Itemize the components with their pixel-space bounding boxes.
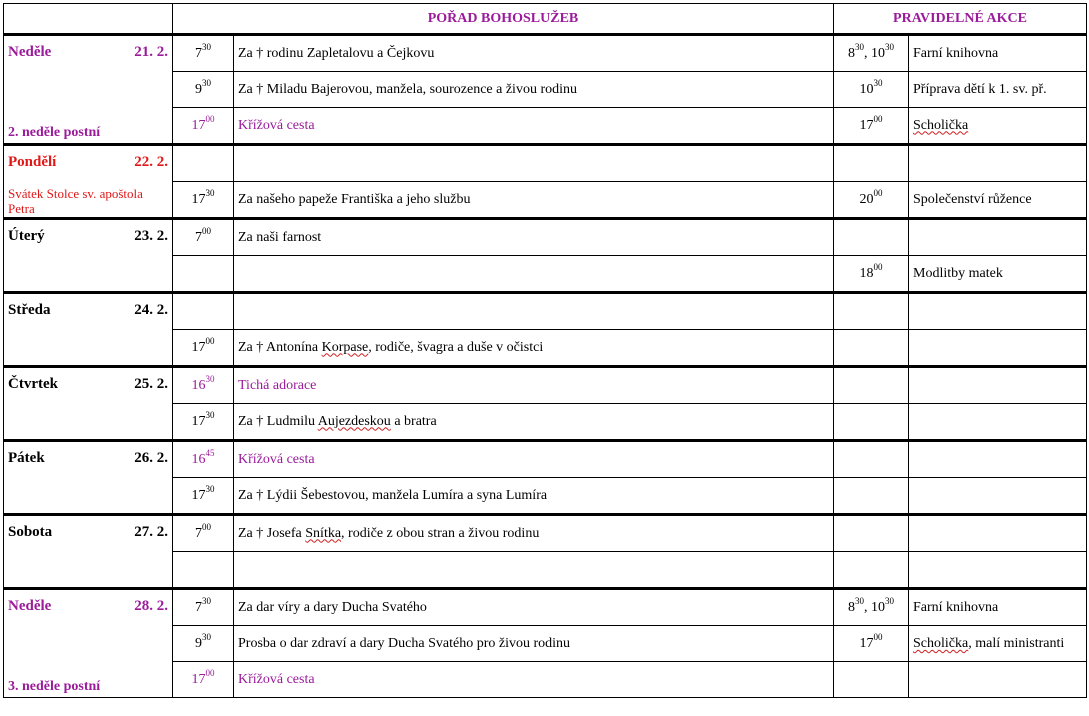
- event-time: [834, 182, 909, 219]
- intention-text: Křížová cesta: [238, 671, 315, 687]
- hour-text: 8: [848, 45, 855, 61]
- hour-text: 10: [871, 45, 885, 61]
- service-time: [173, 441, 234, 478]
- day-name: Úterý: [8, 228, 45, 244]
- service-hour: 16: [191, 377, 206, 393]
- time-separator: ,: [864, 45, 871, 61]
- event-time: [834, 35, 909, 72]
- service-hour: 9: [195, 635, 202, 651]
- event-label-word: Scholička: [913, 636, 969, 651]
- event-time: [834, 626, 909, 662]
- event-time: [834, 404, 909, 441]
- service-time: [173, 662, 234, 698]
- event-label: [909, 589, 1087, 626]
- service-minutes: 30: [205, 409, 215, 420]
- day-date: 28. 2.: [134, 598, 168, 614]
- event-label: [909, 515, 1087, 552]
- event-label: [909, 219, 1087, 256]
- service-minutes: 45: [205, 447, 215, 458]
- schedule-row: [4, 441, 1087, 478]
- schedule-row: [4, 35, 1087, 72]
- service-time: [173, 256, 234, 293]
- day-date: 24. 2.: [134, 302, 168, 318]
- intention-text: Aujezdeskou: [317, 413, 391, 429]
- event-label-text: Společenství růžence: [913, 191, 1032, 207]
- minutes-text: 30: [855, 41, 864, 52]
- event-time: [834, 367, 909, 404]
- intention-text: Za naši farnost: [238, 229, 322, 245]
- service-minutes: 00: [202, 521, 211, 532]
- service-minutes: 30: [205, 187, 215, 198]
- day-note: 3. neděle postní: [8, 679, 101, 694]
- service-intention: [234, 182, 834, 219]
- service-intention: [234, 441, 834, 478]
- intention-text: Za † Lýdii Šebestovou, manžela Lumíra a syna Lumíra: [238, 487, 548, 503]
- event-label-text: Farní knihovna: [913, 45, 999, 61]
- day-cell: [4, 589, 173, 698]
- service-intention: [234, 367, 834, 404]
- hour-text: 17: [859, 117, 874, 133]
- service-intention: [234, 662, 834, 698]
- service-hour: 7: [195, 599, 202, 615]
- service-intention: [234, 293, 834, 330]
- day-date: 22. 2.: [134, 154, 168, 170]
- event-time: [834, 293, 909, 330]
- intention-text: Za † Ludmilu: [238, 413, 318, 429]
- event-time: [834, 662, 909, 698]
- hour-text: 20: [859, 191, 874, 207]
- service-intention: [234, 589, 834, 626]
- day-name: Pondělí: [8, 154, 57, 170]
- hour-text: 8: [848, 599, 855, 615]
- event-label: [909, 72, 1087, 108]
- schedule-table: [3, 3, 1087, 698]
- event-label: [909, 256, 1087, 293]
- event-time: [834, 478, 909, 515]
- day-name: Sobota: [8, 524, 53, 540]
- minutes-text: 00: [873, 187, 883, 198]
- event-time: [834, 515, 909, 552]
- service-time: [173, 589, 234, 626]
- service-hour: 16: [191, 451, 206, 467]
- service-hour: 9: [195, 81, 202, 97]
- day-cell: [4, 219, 173, 293]
- service-intention: [234, 330, 834, 367]
- service-minutes: 30: [205, 483, 215, 494]
- minutes-text: 30: [885, 595, 894, 606]
- minutes-text: 00: [873, 113, 883, 124]
- service-time: [173, 35, 234, 72]
- service-time: [173, 182, 234, 219]
- intention-text: Za našeho papeže Františka a jeho službu: [238, 191, 471, 207]
- day-note: 2. neděle postní: [8, 125, 101, 140]
- day-note: Svátek Stolce sv. apoštola Petra: [8, 186, 143, 216]
- service-hour: 17: [191, 413, 206, 429]
- service-intention: [234, 478, 834, 515]
- service-time: [173, 404, 234, 441]
- service-time: [173, 72, 234, 108]
- hour-text: 10: [859, 81, 874, 97]
- schedule-row: [4, 145, 1087, 182]
- service-time: [173, 330, 234, 367]
- event-label: [909, 662, 1087, 698]
- day-date: 27. 2.: [134, 524, 168, 540]
- day-name: Středa: [8, 302, 51, 318]
- event-time: [834, 441, 909, 478]
- intention-text: Tichá adorace: [238, 377, 317, 393]
- event-time: [834, 145, 909, 182]
- event-label-text: Příprava dětí k 1. sv. př.: [913, 81, 1047, 97]
- minutes-text: 30: [885, 41, 894, 52]
- event-label: [909, 330, 1087, 367]
- service-intention: [234, 219, 834, 256]
- event-time: [834, 552, 909, 589]
- schedule-row: [4, 589, 1087, 626]
- intention-text: Za dar víry a dary Ducha Svatého: [238, 599, 427, 615]
- time-separator: ,: [864, 599, 871, 615]
- day-date: 25. 2.: [134, 376, 168, 392]
- service-intention: [234, 256, 834, 293]
- service-hour: 17: [191, 487, 206, 503]
- service-minutes: 00: [205, 113, 215, 124]
- service-intention: [234, 552, 834, 589]
- event-label-text: Modlitby matek: [913, 265, 1003, 281]
- hour-text: 18: [859, 265, 874, 281]
- schedule-table-wrapper: [3, 3, 1087, 698]
- day-cell: [4, 145, 173, 219]
- day-name: Pátek: [8, 450, 45, 466]
- event-label: [909, 293, 1087, 330]
- minutes-text: 30: [855, 595, 864, 606]
- service-minutes: 30: [205, 373, 215, 384]
- day-date: 23. 2.: [134, 228, 168, 244]
- service-minutes: 30: [202, 77, 211, 88]
- intention-text: Křížová cesta: [238, 451, 315, 467]
- service-intention: [234, 35, 834, 72]
- service-time: [173, 219, 234, 256]
- service-minutes: 00: [205, 335, 215, 346]
- event-time: [834, 219, 909, 256]
- day-name: Čtvrtek: [8, 376, 58, 392]
- intention-text: Za † Antonína: [238, 339, 322, 355]
- service-hour: 17: [191, 339, 206, 355]
- service-minutes: 30: [202, 41, 211, 52]
- day-cell: [4, 35, 173, 145]
- events-header: PRAVIDELNÉ AKCE: [834, 4, 1087, 35]
- intention-text: , rodiče z obou stran a živou rodinu: [341, 525, 540, 541]
- event-label: [909, 626, 1087, 662]
- schedule-row: [4, 219, 1087, 256]
- schedule-row: [4, 293, 1087, 330]
- event-label-text: Farní knihovna: [913, 599, 999, 615]
- event-label-text: Scholička, malí ministranti: [913, 636, 1065, 651]
- service-time: [173, 108, 234, 145]
- event-time: [834, 330, 909, 367]
- intention-text: Korpase: [321, 339, 369, 355]
- service-hour: 7: [195, 525, 202, 541]
- service-time: [173, 293, 234, 330]
- hour-text: 17: [859, 635, 874, 651]
- service-minutes: 30: [202, 631, 211, 642]
- service-intention: [234, 626, 834, 662]
- event-label: [909, 478, 1087, 515]
- day-name: Neděle: [8, 598, 52, 614]
- intention-text: Za † Miladu Bajerovou, manžela, sourozence a živou rodinu: [238, 81, 577, 97]
- service-minutes: 00: [202, 225, 211, 236]
- event-label: [909, 552, 1087, 589]
- services-header: POŘAD BOHOSLUŽEB: [173, 4, 834, 35]
- day-cell: [4, 441, 173, 515]
- event-label: [909, 108, 1087, 145]
- day-cell: [4, 367, 173, 441]
- header-row: [4, 4, 1087, 35]
- service-hour: 17: [191, 117, 206, 133]
- minutes-text: 00: [873, 261, 883, 272]
- service-hour: 17: [191, 671, 206, 687]
- event-label: [909, 367, 1087, 404]
- intention-text: Snítka: [305, 525, 342, 541]
- schedule-row: [4, 515, 1087, 552]
- event-label-text: Scholička: [913, 117, 969, 133]
- service-intention: [234, 72, 834, 108]
- service-intention: [234, 108, 834, 145]
- service-minutes: 00: [205, 667, 215, 678]
- service-minutes: 30: [202, 595, 211, 606]
- hour-text: 10: [871, 599, 885, 615]
- intention-text: a bratra: [390, 413, 437, 429]
- day-cell: [4, 293, 173, 367]
- minutes-text: 00: [873, 631, 883, 642]
- event-label: [909, 182, 1087, 219]
- service-intention: [234, 404, 834, 441]
- minutes-text: 30: [873, 77, 883, 88]
- event-time: [834, 72, 909, 108]
- service-hour: 7: [195, 45, 202, 61]
- header-empty-cell: [4, 4, 173, 35]
- service-hour: 7: [195, 229, 202, 245]
- service-time: [173, 367, 234, 404]
- event-label: [909, 145, 1087, 182]
- service-time: [173, 552, 234, 589]
- intention-text: Za † Josefa: [238, 525, 306, 541]
- event-label: [909, 35, 1087, 72]
- day-name: Neděle: [8, 44, 52, 60]
- intention-text: , rodiče, švagra a duše v očistci: [368, 339, 544, 355]
- service-time: [173, 478, 234, 515]
- event-time: [834, 589, 909, 626]
- schedule-row: [4, 367, 1087, 404]
- day-cell: [4, 515, 173, 589]
- service-time: [173, 145, 234, 182]
- service-time: [173, 626, 234, 662]
- service-intention: [234, 515, 834, 552]
- intention-text: Prosba o dar zdraví a dary Ducha Svatého pro živou rodinu: [238, 635, 571, 651]
- intention-text: Za † rodinu Zapletalovu a Čejkovu: [238, 45, 435, 61]
- event-time: [834, 256, 909, 293]
- event-label: [909, 441, 1087, 478]
- service-time: [173, 515, 234, 552]
- intention-text: Křížová cesta: [238, 117, 315, 133]
- event-time: [834, 108, 909, 145]
- service-intention: [234, 145, 834, 182]
- service-hour: 17: [191, 191, 206, 207]
- day-date: 26. 2.: [134, 450, 168, 466]
- event-label: [909, 404, 1087, 441]
- day-date: 21. 2.: [134, 44, 168, 60]
